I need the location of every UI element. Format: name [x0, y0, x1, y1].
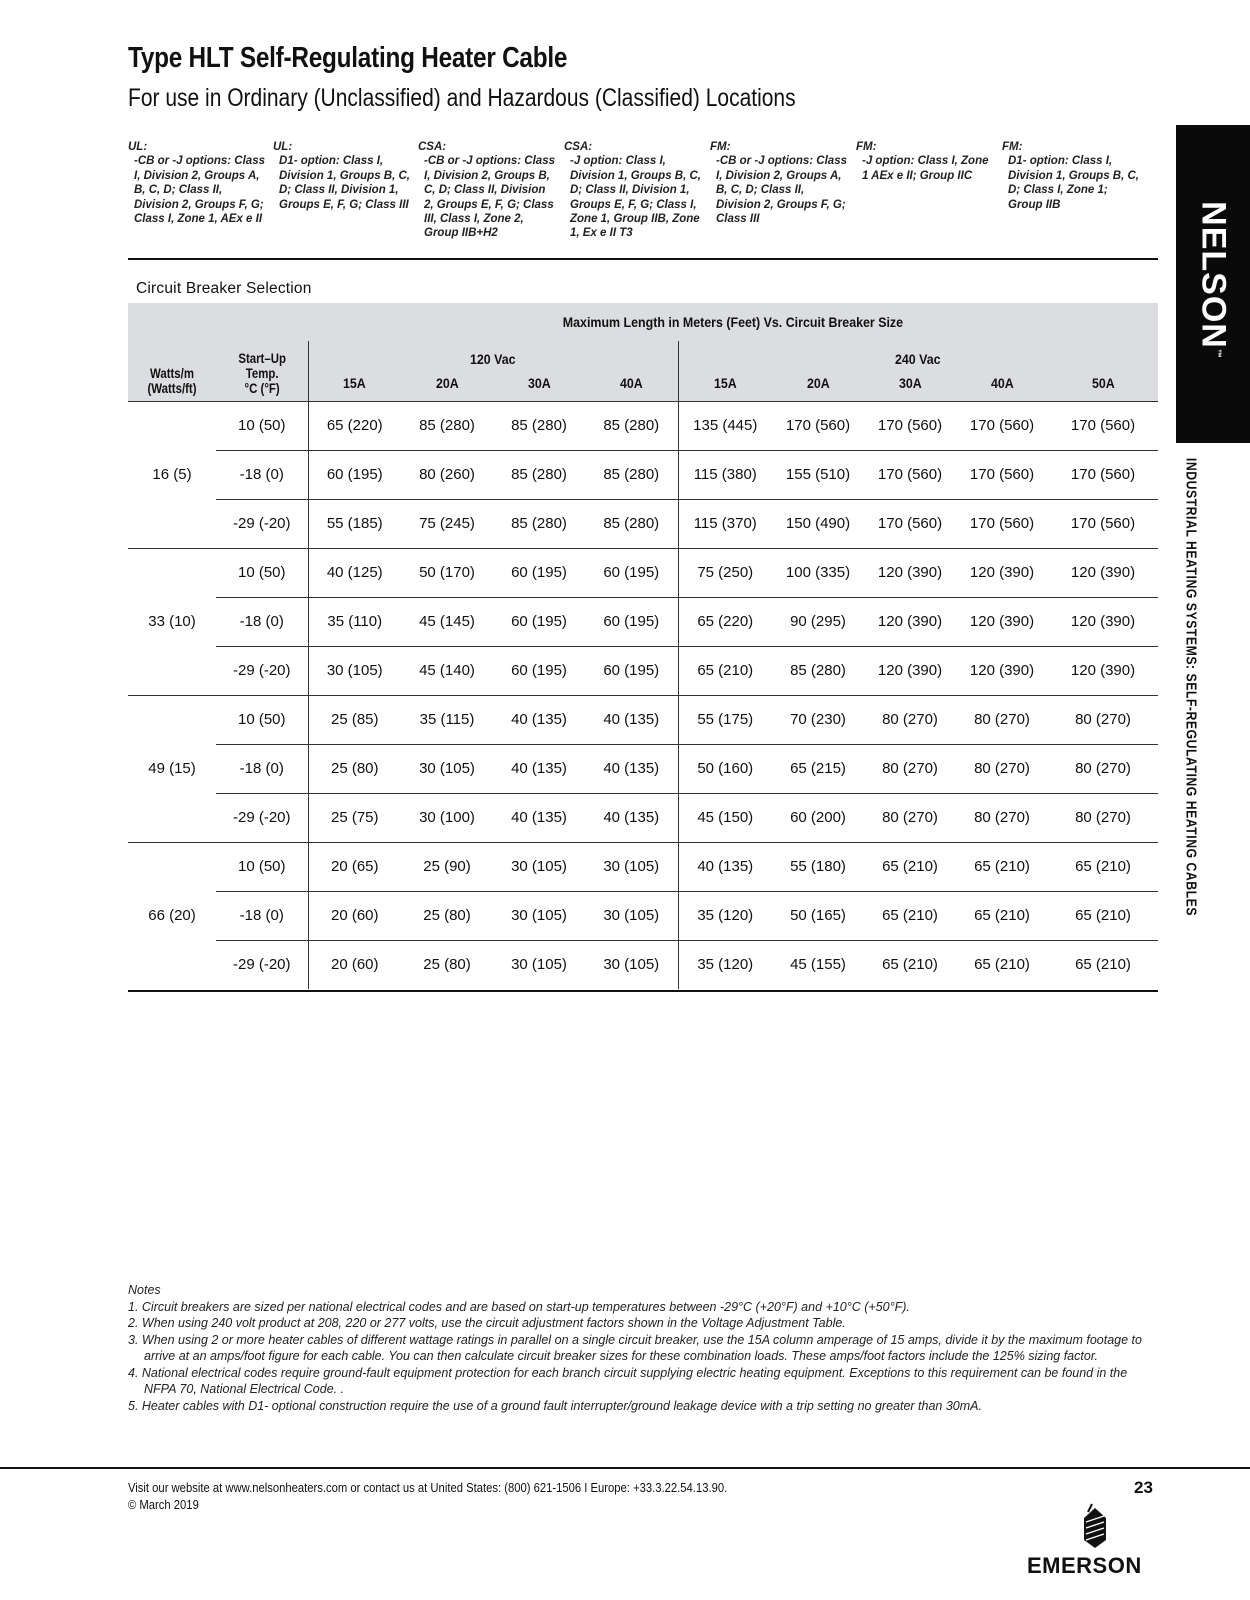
length-cell: 75 (250) — [678, 548, 772, 597]
length-cell: 170 (560) — [864, 401, 956, 450]
temp-cell: -29 (-20) — [216, 940, 308, 989]
length-cell: 65 (210) — [864, 891, 956, 940]
length-cell: 30 (105) — [308, 646, 401, 695]
length-cell: 65 (210) — [956, 940, 1048, 989]
length-cell: 50 (165) — [772, 891, 864, 940]
length-cell: 50 (170) — [401, 548, 493, 597]
table-row — [128, 842, 1158, 891]
length-cell: 45 (145) — [401, 597, 493, 646]
length-cell: 65 (215) — [772, 744, 864, 793]
length-cell: 60 (195) — [493, 597, 585, 646]
length-cell: 90 (295) — [772, 597, 864, 646]
length-cell: 50 (160) — [678, 744, 772, 793]
length-cell: 45 (150) — [678, 793, 772, 842]
temp-cell: -29 (-20) — [216, 793, 308, 842]
table-header-row — [128, 303, 1158, 341]
length-cell: 20 (60) — [308, 891, 401, 940]
length-cell: 60 (195) — [585, 548, 678, 597]
table-row — [128, 793, 1158, 842]
amp-header-240: 40A — [990, 376, 1014, 392]
length-cell: 65 (220) — [678, 597, 772, 646]
length-cell: 35 (115) — [401, 695, 493, 744]
notes-heading: Notes — [128, 1283, 161, 1297]
length-cell: 135 (445) — [678, 401, 772, 450]
date-text: © March 2019 — [128, 1498, 199, 1512]
length-cell: 115 (370) — [678, 499, 772, 548]
length-cell: 170 (560) — [1048, 499, 1158, 548]
length-cell: 85 (280) — [585, 450, 678, 499]
length-cell: 55 (185) — [308, 499, 401, 548]
length-cell: 60 (195) — [585, 597, 678, 646]
length-cell: 55 (175) — [678, 695, 772, 744]
watts-header: Watts/m (Watts/ft) — [147, 365, 197, 396]
footer-rule — [0, 1467, 1250, 1469]
certification-head: FM: — [710, 141, 731, 153]
length-cell: 120 (390) — [1048, 597, 1158, 646]
length-cell: 170 (560) — [864, 499, 956, 548]
certification-text: -J option: Class I, Division 1, Groups B, C, D; Class II, Division 1, Groups E, F, G; Class I, Zone 1, Group IIB, Zone 1, Ex e II T3 — [570, 155, 701, 240]
length-cell: 25 (80) — [401, 940, 493, 989]
contact-text: Visit our website at www.nelsonheaters.com or contact us at United States: (800) 621-1506 I Europe: +33.3.22.54.13.90. — [128, 1481, 728, 1495]
length-cell: 25 (85) — [308, 695, 401, 744]
certification-block — [564, 140, 704, 241]
length-cell: 170 (560) — [956, 401, 1048, 450]
length-cell: 40 (135) — [493, 744, 585, 793]
table-row — [128, 401, 1158, 450]
certification-head: FM: — [1002, 141, 1023, 153]
table-row — [128, 646, 1158, 695]
length-cell: 85 (280) — [493, 401, 585, 450]
length-cell: 65 (210) — [678, 646, 772, 695]
table-row — [128, 744, 1158, 793]
length-cell: 60 (195) — [585, 646, 678, 695]
emerson-logo: EMERSON — [1027, 1553, 1142, 1578]
certification-text: -CB or -J options: Class I, Division 2, Groups A, B, C, D; Class II, Division 2, Groups F, G; Class I, Zone 1, AEx e II — [134, 155, 265, 226]
length-cell: 60 (195) — [493, 548, 585, 597]
certification-head: UL: — [128, 141, 148, 153]
note-item: 2. When using 240 volt product at 208, 220 or 277 volts, use the circuit adjustment factors shown in the Voltage Adjustment Table. — [128, 1316, 846, 1330]
length-cell: 85 (280) — [493, 499, 585, 548]
length-cell: 75 (245) — [401, 499, 493, 548]
certifications — [128, 140, 1158, 258]
length-cell: 100 (335) — [772, 548, 864, 597]
temp-cell: -29 (-20) — [216, 646, 308, 695]
length-cell: 30 (105) — [493, 940, 585, 989]
length-cell: 65 (210) — [1048, 842, 1158, 891]
length-cell: 35 (110) — [308, 597, 401, 646]
length-cell: 115 (380) — [678, 450, 772, 499]
length-cell: 80 (270) — [1048, 695, 1158, 744]
page-subtitle: For use in Ordinary (Unclassified) and Hazardous (Classified) Locations — [128, 84, 796, 112]
certification-block — [273, 140, 413, 212]
amp-header-120: 15A — [343, 376, 367, 392]
length-cell: 85 (280) — [772, 646, 864, 695]
amp-header-120: 30A — [527, 376, 551, 392]
amp-header-240: 20A — [806, 376, 830, 392]
group-240-header: 240 Vac — [678, 341, 1158, 367]
length-cell: 80 (270) — [864, 793, 956, 842]
length-cell: 170 (560) — [772, 401, 864, 450]
certification-head: CSA: — [418, 141, 447, 153]
length-cell: 20 (65) — [308, 842, 401, 891]
certification-head: CSA: — [564, 141, 593, 153]
certification-block — [1002, 140, 1142, 212]
length-cell: 25 (75) — [308, 793, 401, 842]
amp-header-120: 20A — [435, 376, 459, 392]
length-cell: 150 (490) — [772, 499, 864, 548]
length-cell: 80 (270) — [956, 793, 1048, 842]
watts-cell: 49 (15) — [128, 695, 216, 842]
watts-cell: 16 (5) — [128, 401, 216, 548]
length-cell: 45 (140) — [401, 646, 493, 695]
table-row — [128, 499, 1158, 548]
length-cell: 40 (125) — [308, 548, 401, 597]
table-row — [128, 695, 1158, 744]
length-cell: 65 (210) — [1048, 940, 1158, 989]
certification-head: FM: — [856, 141, 877, 153]
certification-block — [418, 140, 558, 241]
circuit-breaker-table — [128, 303, 1158, 989]
section-title: Circuit Breaker Selection — [136, 280, 312, 297]
page-title: Type HLT Self-Regulating Heater Cable — [128, 42, 568, 74]
length-cell: 120 (390) — [1048, 646, 1158, 695]
length-cell: 120 (390) — [956, 597, 1048, 646]
length-cell: 80 (260) — [401, 450, 493, 499]
length-cell: 120 (390) — [864, 646, 956, 695]
table-row — [128, 891, 1158, 940]
length-cell: 85 (280) — [493, 450, 585, 499]
length-cell: 40 (135) — [585, 793, 678, 842]
footer-contact — [128, 1480, 794, 1514]
length-cell: 120 (390) — [864, 597, 956, 646]
length-cell: 40 (135) — [493, 695, 585, 744]
watts-cell: 33 (10) — [128, 548, 216, 695]
amp-header-240: 15A — [678, 367, 772, 401]
length-cell: 170 (560) — [1048, 401, 1158, 450]
length-cell: 30 (105) — [493, 891, 585, 940]
watts-cell: 66 (20) — [128, 842, 216, 989]
table-row — [128, 940, 1158, 989]
length-cell: 30 (105) — [585, 842, 678, 891]
length-cell: 35 (120) — [678, 891, 772, 940]
temp-cell: 10 (50) — [216, 401, 308, 450]
length-cell: 35 (120) — [678, 940, 772, 989]
certification-text: D1- option: Class I, Division 1, Groups B, C, D; Class II, Division 1, Groups E, F, G; Class III — [279, 155, 410, 211]
temp-cell: -18 (0) — [216, 891, 308, 940]
certification-text: D1- option: Class I, Division 1, Groups B, C, D; Class I, Zone 1; Group IIB — [1008, 155, 1139, 211]
temp-cell: 10 (50) — [216, 695, 308, 744]
page-number: 23 — [1134, 1478, 1153, 1497]
length-cell: 65 (210) — [956, 842, 1048, 891]
length-cell: 40 (135) — [585, 744, 678, 793]
length-cell: 170 (560) — [956, 499, 1048, 548]
length-cell: 65 (220) — [308, 401, 401, 450]
length-cell: 85 (280) — [585, 499, 678, 548]
length-cell: 25 (90) — [401, 842, 493, 891]
length-cell: 40 (135) — [493, 793, 585, 842]
note-item: 1. Circuit breakers are sized per national electrical codes and are based on start-up temperatures between -29°C (+20°F) and +10°C (+50°F). — [128, 1299, 910, 1314]
length-cell: 170 (560) — [956, 450, 1048, 499]
length-cell: 60 (195) — [308, 450, 401, 499]
length-cell: 65 (210) — [864, 940, 956, 989]
length-cell: 65 (210) — [956, 891, 1048, 940]
length-cell: 40 (135) — [585, 695, 678, 744]
main-header: Maximum Length in Meters (Feet) Vs. Circuit Breaker Size — [562, 314, 904, 330]
length-cell: 30 (105) — [493, 842, 585, 891]
certification-head: UL: — [273, 141, 293, 153]
length-cell: 80 (270) — [956, 744, 1048, 793]
group-120-header: 120 Vac — [470, 352, 516, 367]
table-row — [128, 450, 1158, 499]
temp-cell: -18 (0) — [216, 744, 308, 793]
length-cell: 40 (135) — [678, 842, 772, 891]
table-row — [128, 548, 1158, 597]
table-body — [128, 401, 1158, 989]
circuit-breaker-table-wrap — [128, 303, 1158, 989]
length-cell: 120 (390) — [864, 548, 956, 597]
certification-text: -CB or -J options: Class I, Division 2, Groups A, B, C, D; Class II, Division 2, Groups F, G; Class III — [716, 155, 847, 226]
amp-header-120: 40A — [619, 376, 643, 392]
length-cell: 80 (270) — [1048, 793, 1158, 842]
certification-text: -J option: Class I, Zone 1 AEx e II; Group IIC — [862, 155, 989, 182]
length-cell: 85 (280) — [585, 401, 678, 450]
length-cell: 60 (200) — [772, 793, 864, 842]
length-cell: 30 (105) — [585, 940, 678, 989]
length-cell: 30 (100) — [401, 793, 493, 842]
length-cell: 80 (270) — [864, 695, 956, 744]
length-cell: 65 (210) — [1048, 891, 1158, 940]
length-cell: 85 (280) — [401, 401, 493, 450]
table-bottom-rule — [128, 990, 1158, 992]
emerson-logo-icon — [1080, 1500, 1110, 1550]
length-cell: 170 (560) — [1048, 450, 1158, 499]
length-cell: 60 (195) — [493, 646, 585, 695]
temp-cell: 10 (50) — [216, 842, 308, 891]
temp-cell: -18 (0) — [216, 597, 308, 646]
notes — [128, 1282, 1158, 1414]
length-cell: 120 (390) — [956, 548, 1048, 597]
temp-cell: -29 (-20) — [216, 499, 308, 548]
note-item: 5. Heater cables with D1- optional construction require the use of a ground fault interrupter/ground leakage device with a trip setting no greater than 30mA. — [128, 1398, 982, 1413]
temp-cell: -18 (0) — [216, 450, 308, 499]
certification-block — [856, 140, 996, 183]
amp-header-240: 50A — [1091, 376, 1115, 392]
length-cell: 65 (210) — [864, 842, 956, 891]
length-cell: 55 (180) — [772, 842, 864, 891]
amp-header-240: 30A — [898, 376, 922, 392]
length-cell: 30 (105) — [585, 891, 678, 940]
table-row — [128, 597, 1158, 646]
length-cell: 80 (270) — [956, 695, 1048, 744]
category-label: INDUSTRIAL HEATING SYSTEMS: SELF-REGULATING HEATING CABLES — [1182, 457, 1200, 917]
length-cell: 155 (510) — [772, 450, 864, 499]
length-cell: 80 (270) — [1048, 744, 1158, 793]
table-header-row — [128, 341, 1158, 367]
length-cell: 80 (270) — [864, 744, 956, 793]
length-cell: 25 (80) — [308, 744, 401, 793]
length-cell: 25 (80) — [401, 891, 493, 940]
note-item: 4. National electrical codes require ground-fault equipment protection for each branch circuit supplying electric heating equipment. Exceptions to this requirement can be found in the NFPA 70, National Electrical Code. . — [128, 1365, 1128, 1396]
nelson-logo: NELSON™ — [1194, 201, 1233, 359]
length-cell: 30 (105) — [401, 744, 493, 793]
length-cell: 45 (155) — [772, 940, 864, 989]
header-rule — [128, 258, 1158, 260]
certification-block — [710, 140, 850, 226]
certification-text: -CB or -J options: Class I, Division 2, Groups B, C, D; Class II, Division 2, Groups E, F, G; Class III, Class I, Zone 2, Group IIB+H2 — [424, 155, 555, 240]
length-cell: 70 (230) — [772, 695, 864, 744]
length-cell: 170 (560) — [864, 450, 956, 499]
length-cell: 120 (390) — [1048, 548, 1158, 597]
length-cell: 120 (390) — [956, 646, 1048, 695]
temp-header: Start–Up Temp. °C (°F) — [216, 341, 308, 401]
certification-block — [128, 140, 268, 226]
length-cell: 20 (60) — [308, 940, 401, 989]
note-item: 3. When using 2 or more heater cables of different wattage ratings in parallel on a single circuit breaker, use the 15A column amperage of 15 amps, divide it by the maximum footage to arrive at an amps/foot figure for each cable. You can then calculate circuit breaker sizes for these combination loads. These amps/foot factors include the 125% sizing factor. — [128, 1332, 1142, 1363]
temp-cell: 10 (50) — [216, 548, 308, 597]
